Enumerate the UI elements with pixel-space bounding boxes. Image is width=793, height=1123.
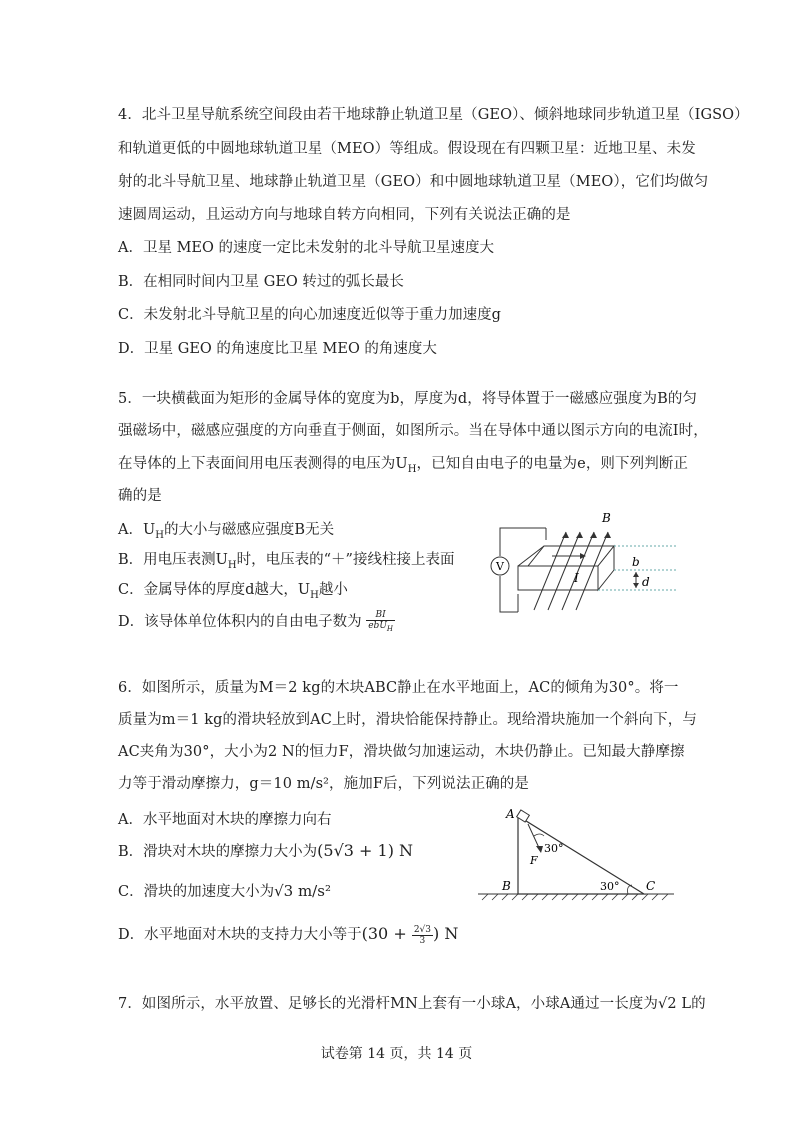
q6-option-d	[118, 923, 458, 946]
q5-dim-d-arrow-down	[633, 583, 639, 588]
q5-label-I: I	[574, 571, 579, 585]
q5-figure-hall-effect	[486, 508, 686, 620]
q6-ground-hatch	[482, 894, 668, 900]
q5-fraction-den-sub: H	[386, 624, 394, 633]
q6-option-c-head: C．滑块的加速度大小为	[118, 884, 275, 900]
q5-line-4: 确的是	[118, 488, 162, 504]
q6-figure-incline	[478, 806, 678, 906]
q5-option-c-tail: 越小	[318, 582, 348, 598]
q6-label-B: B	[502, 879, 511, 893]
q6-option-d-head: D．水平地面对木块的支持力大小等于	[118, 927, 362, 943]
q4-line-1: 4．北斗卫星导航系统空间段由若干地球静止轨道卫星（GEO）、倾斜地球同步轨道卫星（IGSO）	[118, 107, 749, 123]
q6-option-a: A．水平地面对木块的摩擦力向右	[118, 812, 332, 828]
q6-option-b-head: B．滑块对木块的摩擦力大小为	[118, 844, 318, 860]
q5-option-a-sub: H	[155, 529, 164, 541]
q6-line-4: 力等于滑动摩擦力，g＝10 m/s²，施加F后，下列说法正确的是	[118, 776, 529, 792]
q5-wire-bottom	[500, 576, 518, 612]
q4-line-4: 速圆周运动，且运动方向与地球自转方向相同，下列有关说法正确的是	[118, 207, 571, 223]
q5-option-d	[118, 610, 395, 634]
q4-line-2: 和轨道更低的中圆地球轨道卫星（MEO）等组成。假设现在有四颗卫星：近地卫星、未发	[118, 141, 696, 157]
q6-label-C: C	[646, 879, 656, 893]
q6-option-c-expr: √3 m/s²	[274, 882, 331, 900]
q5-option-a	[118, 518, 334, 541]
q5-option-a-tail: 的大小与磁感应强度B无关	[163, 522, 335, 538]
q5-option-a-head: A．U	[118, 522, 156, 538]
q4-option-a: A．卫星 MEO 的速度一定比未发射的北斗导航卫星速度大	[118, 240, 495, 256]
q5-option-d-head: D．该导体单位体积内的自由电子数为	[118, 614, 362, 630]
q6-line-3: AC夹角为30°，大小为2 N的恒力F，滑块做匀加速运动，木块仍静止。已知最大静摩擦	[118, 744, 685, 760]
q5-label-B: B	[602, 511, 611, 525]
q6-option-d-fraction	[412, 925, 433, 946]
q5-option-c-head: C．金属导体的厚度d越大，U	[118, 582, 311, 598]
q5-label-b: b	[632, 555, 640, 569]
q6-line-1: 6．如图所示，质量为M＝2 kg的木块ABC静止在水平地面上，AC的倾角为30°。将一	[118, 680, 679, 696]
q4-option-c: C．未发射北斗导航卫星的向心加速度近似等于重力加速度g	[118, 307, 501, 323]
q5-line-3-text: 在导体的上下表面间用电压表测得的电压为U	[118, 456, 408, 472]
q4-option-b: B．在相同时间内卫星 GEO 转过的弧长最长	[118, 274, 404, 290]
q5-option-b-sub: H	[227, 559, 237, 571]
q6-option-d-pre: (30 +	[361, 924, 412, 943]
q5-fraction-den	[366, 621, 395, 634]
q6-option-b	[118, 840, 413, 861]
q6-fraction-den: 3	[419, 935, 426, 946]
q6-label-angle-top: 30°	[544, 842, 564, 855]
q5-fraction-den-text: ebU	[368, 621, 387, 632]
q4-line-3: 射的北斗导航卫星、地球静止轨道卫星（GEO）和中圆地球轨道卫星（MEO），它们均做匀	[118, 174, 709, 190]
q6-option-d-post: ) N	[433, 924, 459, 943]
q5-option-b-tail: 时，电压表的“＋”接线柱接上表面	[236, 552, 455, 568]
q5-line-3-tail: ，已知自由电子的电量为e，则下列判断正	[416, 456, 689, 472]
q5-option-c-sub: H	[310, 589, 319, 601]
q6-label-F: F	[530, 854, 538, 867]
q5-option-b-head: B．用电压表测U	[118, 552, 228, 568]
q5-line-1: 5．一块横截面为矩形的金属导体的宽度为b，厚度为d，将导体置于一磁感应强度为B的匀	[118, 391, 698, 407]
q5-label-d: d	[642, 575, 650, 589]
q6-option-c	[118, 880, 331, 901]
q6-option-b-expr: (5√3 + 1) N	[317, 841, 414, 860]
q6-label-angle-bottom: 30°	[600, 880, 620, 893]
q5-option-d-fraction	[366, 610, 395, 634]
q6-fraction-num: 2√3	[413, 924, 431, 935]
q5-line-3	[118, 452, 688, 475]
q5-voltmeter-label: V	[496, 560, 504, 573]
page-footer: 试卷第 14 页，共 14 页	[320, 1046, 473, 1062]
q4-option-d: D．卫星 GEO 的角速度比卫星 MEO 的角速度大	[118, 341, 437, 357]
q5-line-3-sub: H	[407, 463, 417, 475]
q5-dim-d-arrow-up	[633, 572, 639, 577]
q5-option-c	[118, 578, 348, 601]
q5-fraction-num: BI	[366, 610, 395, 621]
q7-line-1: 7．如图所示，水平放置、足够长的光滑杆MN上套有一小球A，小球A通过一长度为√2 L的	[118, 996, 706, 1012]
q5-option-b	[118, 548, 454, 571]
q6-label-A: A	[506, 807, 515, 821]
q5-field-arrowheads	[562, 532, 611, 538]
q5-line-2: 强磁场中，磁感应强度的方向垂直于侧面，如图所示。当在导体中通以图示方向的电流I时，	[118, 423, 708, 439]
q6-line-2: 质量为m＝1 kg的滑块轻放到AC上时，滑块恰能保持静止。现给滑块施加一个斜向下，与	[118, 712, 697, 728]
